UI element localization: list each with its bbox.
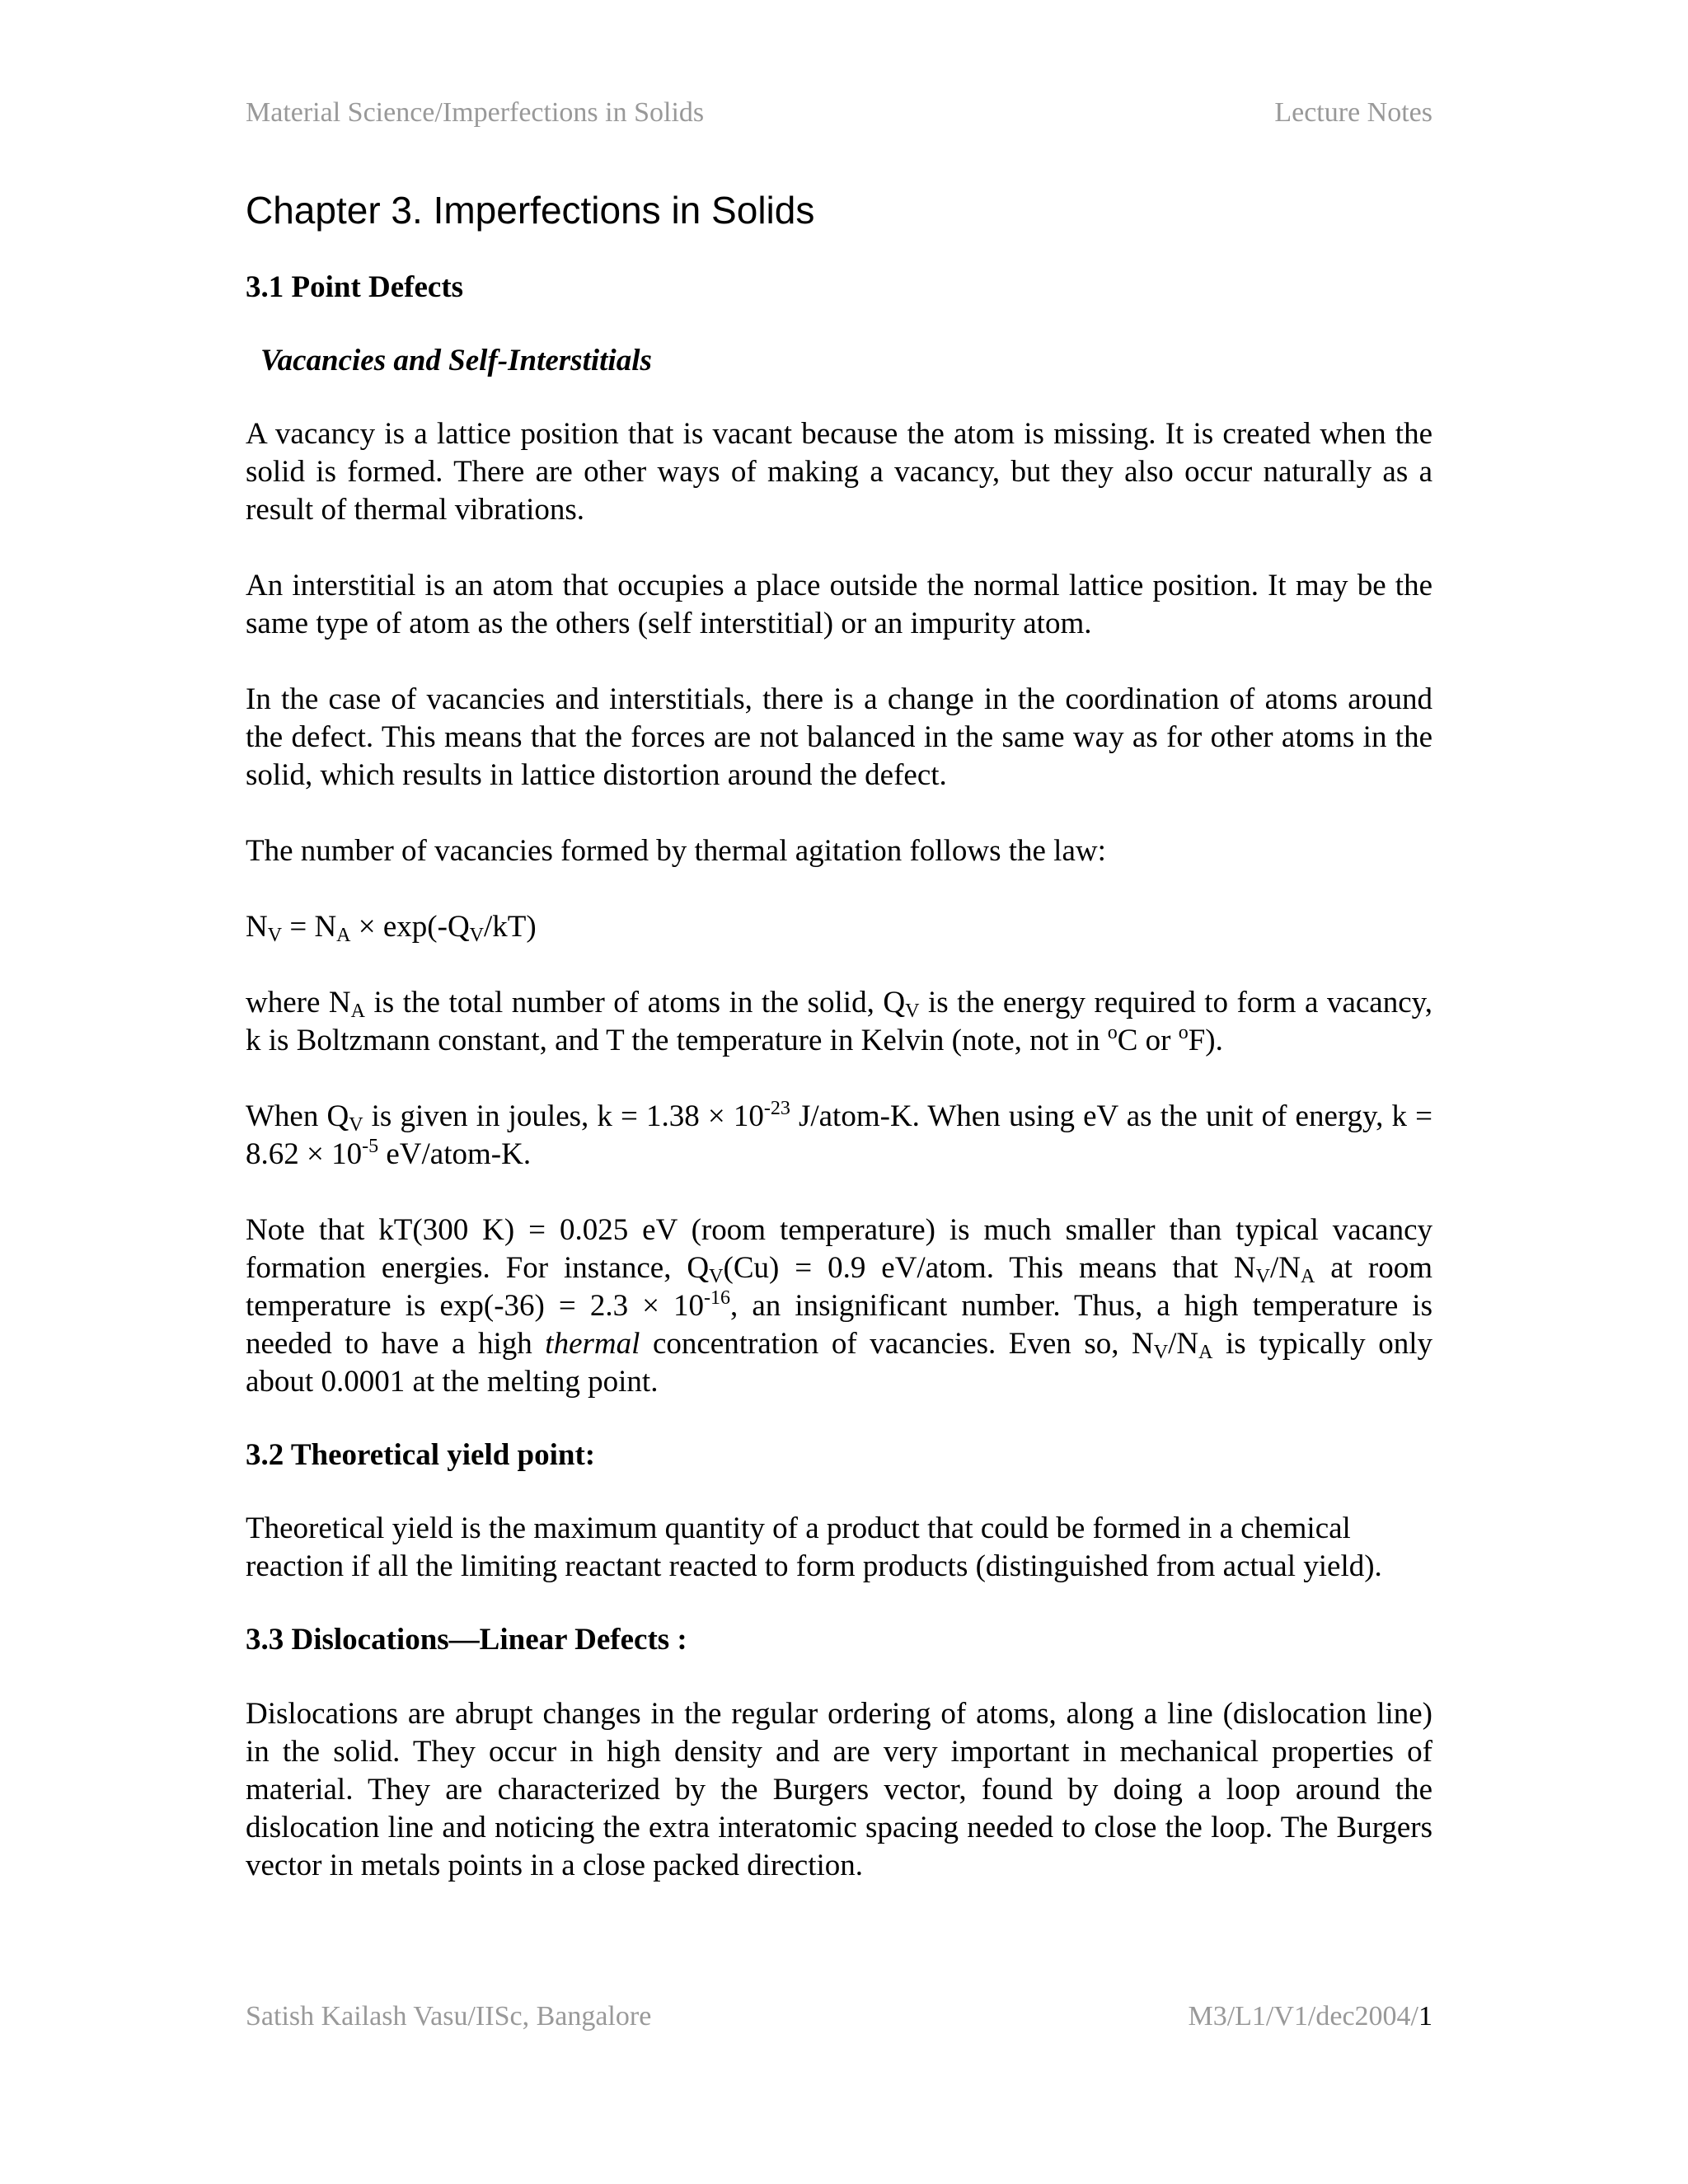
header-doc-type: Lecture Notes <box>1274 97 1432 128</box>
paragraph-coordination: In the case of vacancies and interstitials, there is a change in the coordination of atoms around the defect. This means that the forces are not balanced in the same way as for other atoms in the solid, which results in lattice distortion around the defect. <box>246 682 1432 792</box>
paragraph-dislocations: Dislocations are abrupt changes in the regular ordering of atoms, along a line (dislocation line) in the solid. They occur in high density and are very important in mechanical properties of material. They are characterized by the Burgers vector, found by doing a loop around the dislocation line and noticing the extra interatomic spacing needed to close the loop. The Burgers vector in metals points in a close packed direction. <box>246 1696 1432 1882</box>
page-header <box>246 97 1432 129</box>
paragraph-law-intro: The number of vacancies formed by thermal agitation follows the law: <box>246 833 1106 868</box>
paragraph-where-definitions: where $N_A$ is the total number of atoms in the solid, $Q_V$ is the energy required to form a vacancy, k is Boltzmann constant, and T the temperature in Kelvin (note, not in $^o$C or $^o$F). <box>246 985 1433 1057</box>
footer-author: Satish Kailash Vasu/IISc, Bangalore <box>246 2001 652 2032</box>
page-body <box>246 188 1432 1885</box>
section-heading-theoretical-yield: 3.2 Theoretical yield point: <box>246 1437 596 1472</box>
paragraph-boltzmann-units: When $Q_V$ is given in joules, $k = 1.38 \times 10^{-23}$ J/atom-K. When using eV as the unit of energy, $k = 8.62 \times 10^{-5}$ eV/atom-K. <box>246 1097 1432 1171</box>
section-heading-dislocations: 3.3 Dislocations—Linear Defects : <box>246 1623 687 1657</box>
page-footer <box>246 2001 1432 2032</box>
subsection-heading-vacancies: Vacancies and Self-Interstitials <box>260 343 652 377</box>
paragraph-interstitial: An interstitial is an atom that occupies a place outside the normal lattice position. It may be the same type of atom as the others (self interstitial) or an impurity atom. <box>246 568 1432 640</box>
paragraph-theoretical-yield: Theoretical yield is the maximum quantity of a product that could be formed in a chemical reaction if all the limiting reactant reacted to form products (distinguished from actual yield). <box>246 1511 1382 1584</box>
vacancy-equation: $N_V = N_A \times \exp(-Q_V/kT)$ <box>246 909 537 946</box>
paragraph-vacancy: A vacancy is a lattice position that is vacant because the atom is missing. It is created when the solid is formed. There are other ways of making a vacancy, but they also occur naturally as a result of thermal vibrations. <box>246 416 1432 527</box>
footer-doc-id: M3/L1/V1/dec2004/1 <box>1188 2001 1432 2032</box>
page-number: 1 <box>1418 2001 1432 2032</box>
chapter-title: Chapter 3. Imperfections in Solids <box>246 189 815 232</box>
paragraph-room-temperature-note: Note that kT(300 K) = 0.025 eV (room temperature) is much smaller than typical vacancy formation energies. For instance, $Q_V(Cu) = 0.9$ eV/atom. This means that $N_V/N_A$ at room temperature is $\exp(-36) = 2.3 \times 10^{-16}$, an insignificant number. Thus, a high temperature is needed to have a high thermal concentration of vacancies. Even so, $N_V/N_A$ is typically only about 0.0001 at the melting point. <box>246 1212 1432 1399</box>
section-heading-point-defects: 3.1 Point Defects <box>246 270 464 305</box>
header-course-title: Material Science/Imperfections in Solids <box>246 97 705 128</box>
